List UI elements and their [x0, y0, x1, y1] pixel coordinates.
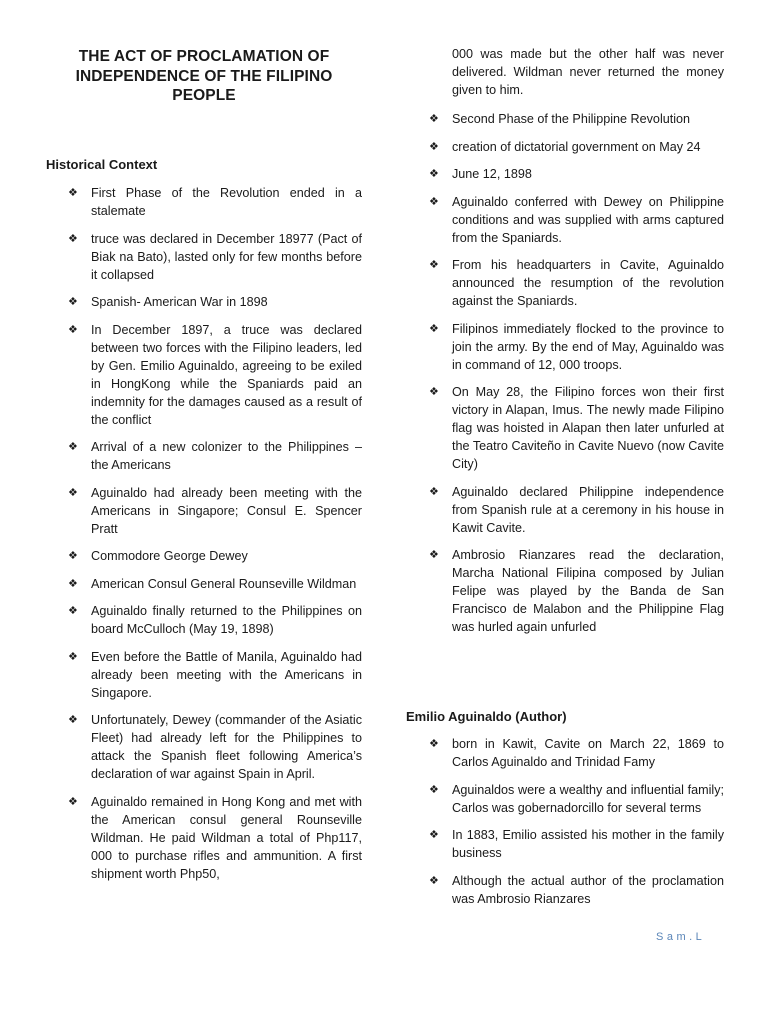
- bullet-icon: ❖: [429, 195, 439, 208]
- bullet-icon: ❖: [68, 550, 78, 562]
- bullet-icon: ❖: [429, 738, 439, 750]
- list-item-text: On May 28, the Filipino forces won their first victory in Alapan, Imus. The newly made Filipino flag was hoisted in Alapan then later unfurled at the Teatro Caviteño in Cavite Nuevo (now Cavite City): [452, 385, 724, 471]
- bullet-icon: ❖: [68, 577, 78, 590]
- list-item-text: Aguinaldo remained in Hong Kong and met with the American consul general Rounseville Wildman. He paid Wildman a total of Php117, 000 to purchase rifles and ammunition. A first shipment worth Php50,: [91, 794, 362, 881]
- bullet-icon: ❖: [429, 549, 439, 561]
- list-item: [429, 165, 724, 183]
- list-item-text: Filipinos immediately flocked to the province to join the army. By the end of May, Aguinaldo was in command of 12, 000 troops.: [452, 321, 724, 372]
- list-item-text: Arrival of a new colonizer to the Philippines – the Americans: [91, 440, 362, 472]
- list-item-text: Aguinaldo finally returned to the Philippines on board McCulloch (May 19, 1898): [91, 604, 362, 636]
- bullet-icon: ❖: [68, 296, 78, 308]
- bullet-icon: ❖: [429, 322, 439, 335]
- bullet-icon: ❖: [68, 795, 78, 808]
- bullet-icon: ❖: [429, 485, 439, 498]
- list-item: [429, 256, 724, 310]
- bullet-icon: ❖: [429, 259, 439, 271]
- list-item: [429, 383, 724, 473]
- list-item: [68, 184, 362, 220]
- historical-context-left-list: [68, 184, 362, 892]
- list-item-text: Commodore George Dewey: [91, 549, 248, 563]
- list-item-text: Aguinaldos were a wealthy and influential family; Carlos was gobernadorcillo for several terms: [452, 782, 724, 815]
- bullet-icon: ❖: [429, 829, 439, 841]
- list-item-text: Even before the Battle of Manila, Aguinaldo had already been meeting with the Americans in Singapore.: [91, 649, 362, 700]
- list-item: [429, 781, 724, 817]
- bullet-icon: ❖: [68, 714, 78, 726]
- list-item: [68, 438, 362, 474]
- list-item: [68, 602, 362, 638]
- list-item: [68, 547, 362, 565]
- list-item-text: Aguinaldo had already been meeting with the Americans in Singapore; Consul E. Spencer Pratt: [91, 485, 362, 536]
- bullet-icon: ❖: [429, 783, 439, 796]
- bullet-icon: ❖: [429, 168, 439, 180]
- list-item: [429, 735, 724, 771]
- list-item: [68, 321, 362, 429]
- bullet-icon: ❖: [429, 140, 439, 153]
- list-item: [68, 711, 362, 783]
- list-item-text: Aguinaldo declared Philippine independence from Spanish rule at a ceremony in his house in Kawit Cavite.: [452, 484, 724, 535]
- list-item: [429, 320, 724, 374]
- list-item: [429, 193, 724, 247]
- list-item: [68, 293, 362, 311]
- list-item: [429, 138, 724, 156]
- bullet-icon: ❖: [429, 113, 439, 125]
- section-heading-author: Emilio Aguinaldo (Author): [406, 709, 567, 724]
- list-item: [68, 484, 362, 538]
- list-item-text: Although the actual author of the proclamation was Ambrosio Rianzares: [452, 873, 724, 906]
- bullet-icon: ❖: [68, 605, 78, 617]
- list-item-text: creation of dictatorial government on May 24: [452, 139, 701, 154]
- bullet-icon: ❖: [429, 874, 439, 887]
- list-item: [429, 826, 724, 862]
- list-item: [68, 648, 362, 702]
- document-title: THE ACT OF PROCLAMATION OF INDEPENDENCE OF THE FILIPINO PEOPLE: [75, 48, 333, 104]
- bullet-icon: ❖: [68, 232, 78, 245]
- list-item-text: June 12, 1898: [452, 167, 532, 181]
- continuation-paragraph: 000 was made but the other half was never delivered. Wildman never returned the money given to him.: [452, 47, 724, 97]
- list-item-text: truce was declared in December 18977 (Pact of Biak na Bato), lasted only for few months before it collapsed: [91, 231, 362, 282]
- list-item-text: From his headquarters in Cavite, Aguinaldo announced the resumption of the revolution against the Spaniards.: [452, 258, 724, 308]
- author-list: [429, 735, 724, 917]
- list-item-text: Ambrosio Rianzares read the declaration, Marcha National Filipina composed by Julian Felipe was played by the Banda de San Francisco de Malabon and the Philippine Flag was hurled again unfurled: [452, 548, 724, 634]
- list-item: [68, 575, 362, 593]
- list-item-text: Second Phase of the Philippine Revolution: [452, 112, 691, 126]
- list-item-text: Unfortunately, Dewey (commander of the Asiatic Fleet) had already left for the Philippines to attack the Spanish fleet following America’s declaration of war against Spain in April.: [91, 713, 362, 781]
- list-item-text: First Phase of the Revolution ended in a stalemate: [91, 186, 362, 218]
- list-item: [429, 546, 724, 636]
- bullet-icon: ❖: [68, 486, 78, 499]
- list-item-text: In 1883, Emilio assisted his mother in the family business: [452, 828, 724, 860]
- list-item: [429, 872, 724, 908]
- bullet-icon: ❖: [68, 650, 78, 663]
- bullet-icon: ❖: [68, 187, 78, 199]
- section-heading-historical-context: Historical Context: [46, 157, 158, 172]
- bullet-icon: ❖: [68, 323, 78, 336]
- list-item-text: Aguinaldo conferred with Dewey on Philippine conditions and was supplied with arms captured from the Spaniards.: [452, 194, 724, 245]
- list-item-text: In December 1897, a truce was declared between two forces with the Filipino leaders, led by Gen. Emilio Aguinaldo, agreeing to be exiled in HongKong while the Spaniards paid an indemnity for the damages caused as a result of the conflict: [91, 322, 362, 427]
- historical-context-right-list: [429, 110, 724, 646]
- footer-signature: Sam.L: [656, 931, 706, 943]
- list-item-text: American Consul General Rounseville Wildman: [91, 576, 357, 591]
- list-item: [68, 793, 362, 883]
- list-item: [68, 230, 362, 284]
- bullet-icon: ❖: [68, 441, 78, 453]
- list-item: [429, 110, 724, 128]
- list-item: [429, 483, 724, 537]
- bullet-icon: ❖: [429, 386, 439, 398]
- list-item-text: Spanish- American War in 1898: [91, 295, 268, 309]
- list-item-text: born in Kawit, Cavite on March 22, 1869 to Carlos Aguinaldo and Trinidad Famy: [452, 737, 724, 769]
